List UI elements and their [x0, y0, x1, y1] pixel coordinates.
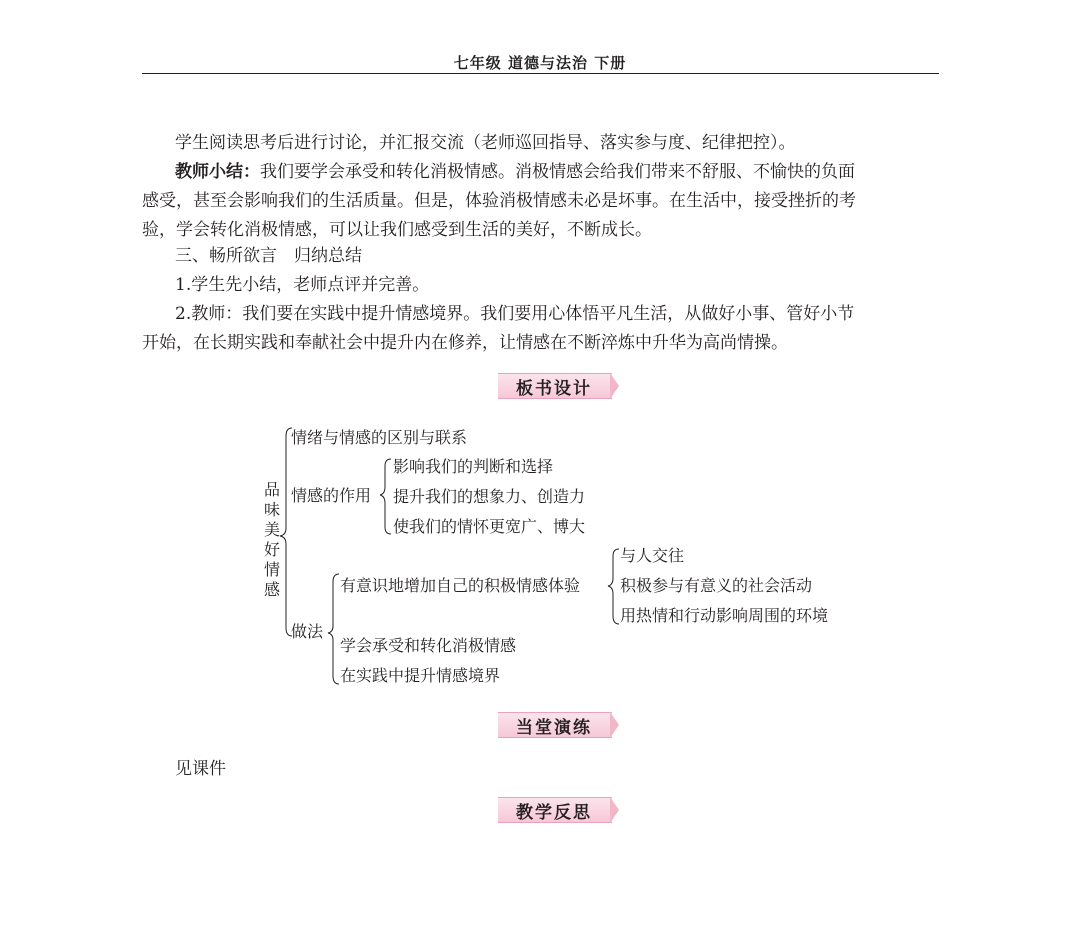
board-method-sub-item: 与人交往 — [620, 546, 685, 565]
section-banner-reflection — [498, 797, 618, 825]
list-item-2-line2: 开始，在长期实践和奉献社会中提升内在修养，让情感在不断淬炼中升华为高尚情操。 — [142, 333, 788, 353]
section-heading-summary: 三、畅所欲言 归纳总结 — [175, 246, 362, 266]
practice-text: 见课件 — [175, 759, 226, 779]
list-item-1: 1.学生先小结，老师点评并完善。 — [175, 275, 430, 295]
board-role-item: 提升我们的想象力、创造力 — [393, 487, 586, 506]
section-banner-label: 当堂演练 — [516, 718, 592, 738]
board-method-label: 做法 — [291, 622, 324, 641]
board-role-item: 影响我们的判断和选择 — [393, 457, 554, 476]
board-item-distinction: 情绪与情感的区别与联系 — [291, 428, 468, 447]
board-method-sub-item: 用热情和行动影响周围的环境 — [620, 606, 829, 625]
section-banner-label: 教学反思 — [516, 803, 592, 823]
board-method-sub-label: 有意识地增加自己的积极情感体验 — [340, 576, 581, 595]
section-banner-label: 板书设计 — [516, 379, 592, 399]
board-role-item: 使我们的情怀更宽广、博大 — [393, 517, 586, 536]
section-banner-practice — [498, 712, 618, 740]
teacher-summary-line2: 感受，甚至会影响我们的生活质量。但是，体验消极情感未必是坏事。在生活中，接受挫折的考 — [142, 191, 856, 211]
list-item-2-line1: 2.教师：我们要在实践中提升情感境界。我们要用心体悟平凡生活，从做好小事、管好小节 — [175, 304, 855, 324]
board-method-item: 在实践中提升情感境界 — [340, 666, 501, 685]
board-method-item: 学会承受和转化消极情感 — [340, 636, 517, 655]
teacher-summary-line3: 验，学会转化消极情感，可以让我们感受到生活的美好，不断成长。 — [142, 220, 652, 240]
board-root-title: 品味美好情感 — [263, 480, 280, 599]
teacher-summary-label: 教师小结： — [175, 162, 260, 182]
paragraph-discussion: 学生阅读思考后进行讨论，并汇报交流（老师巡回指导、落实参与度、纪律把控）。 — [175, 133, 796, 153]
page-header: 七年级 道德与法治 下册 — [453, 54, 627, 72]
teacher-summary-line1: 我们要学会承受和转化消极情感。消极情感会给我们带来不舒服、不愉快的负面 — [260, 162, 855, 182]
board-method-sub-item: 积极参与有意义的社会活动 — [620, 576, 813, 595]
board-role-label: 情感的作用 — [291, 486, 372, 505]
